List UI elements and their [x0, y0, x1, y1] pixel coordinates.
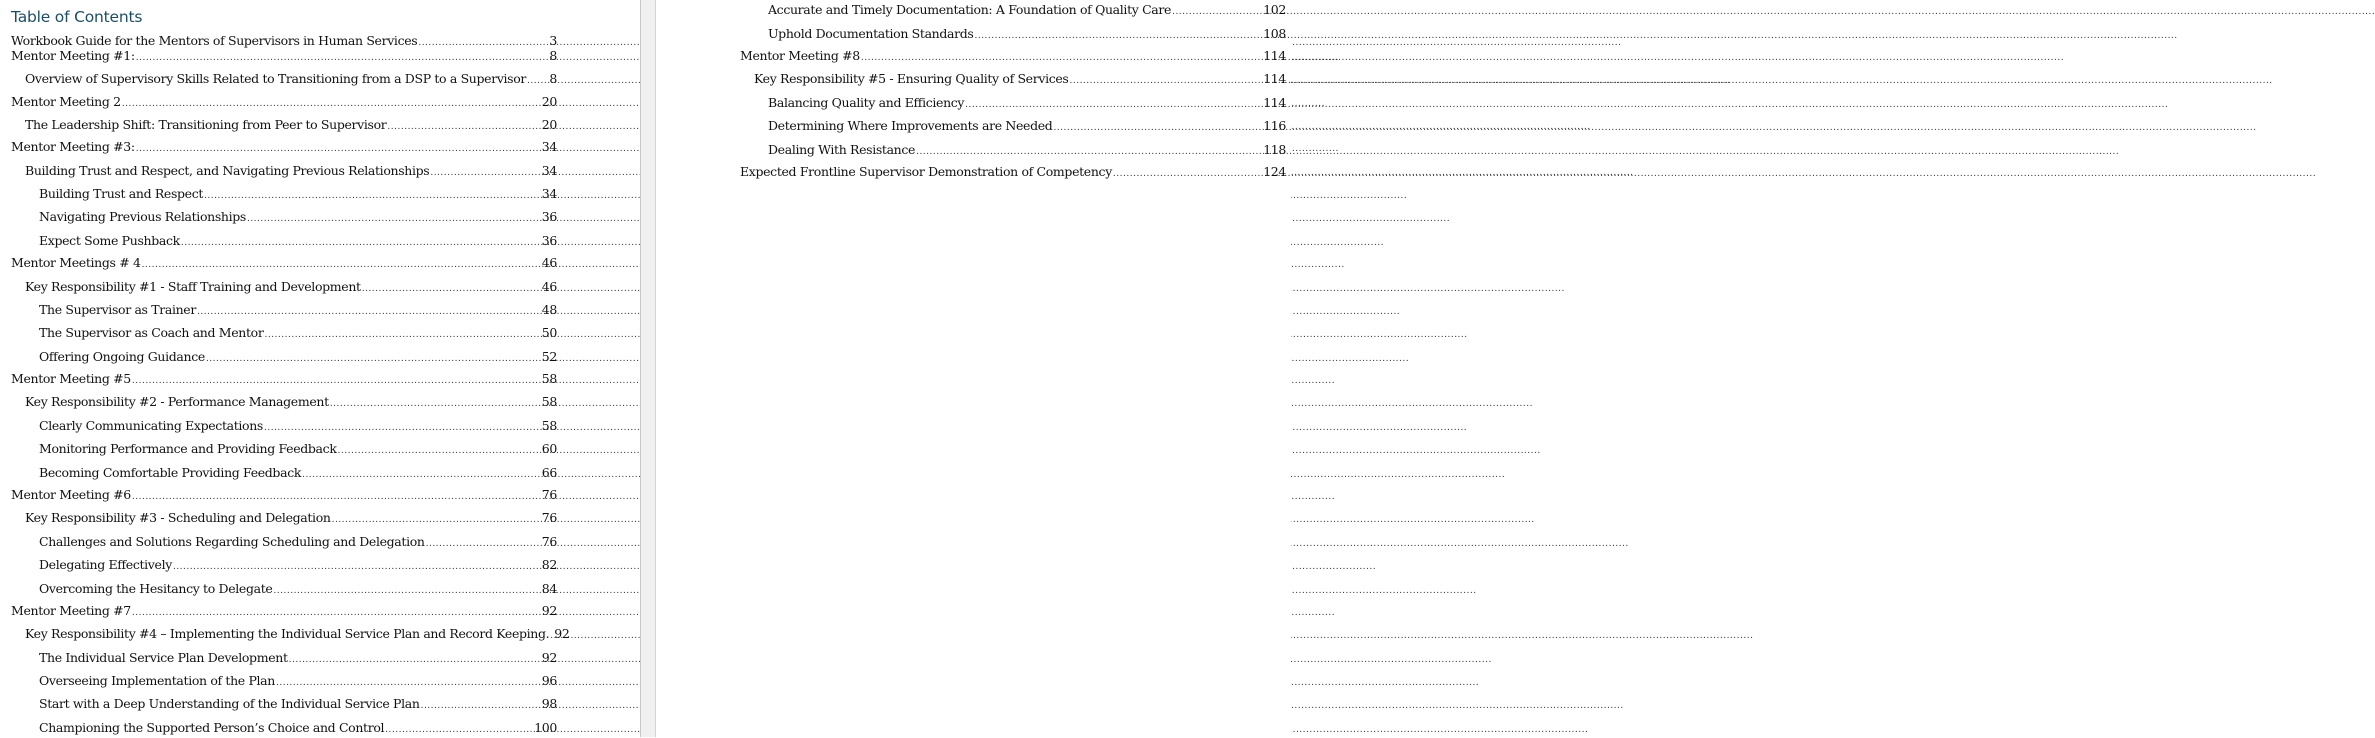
- toc-entry[interactable]: [25, 510, 557, 528]
- toc-entry-page-number: 34: [541, 186, 557, 201]
- toc-entry[interactable]: [25, 279, 557, 297]
- toc-leader-dots: [288, 652, 542, 668]
- toc-entry[interactable]: [11, 48, 557, 66]
- toc-entry-title: Determining Where Improvements are Needed: [768, 118, 1053, 133]
- toc-leader-dots: [131, 373, 542, 389]
- toc-leader-dots: [1052, 120, 1263, 136]
- toc-entry-title: Mentor Meeting #3:: [11, 139, 135, 154]
- document-page-left: [0, 0, 640, 737]
- toc-leader-dots: [196, 304, 542, 320]
- toc-entry[interactable]: [768, 142, 1286, 160]
- toc-entry-page-number: 114: [1263, 48, 1286, 63]
- toc-entry[interactable]: [11, 371, 557, 389]
- toc-leader-dots: [203, 188, 542, 204]
- toc-leader-dots: [973, 28, 1263, 44]
- toc-entry[interactable]: [11, 255, 557, 273]
- toc-entry[interactable]: [39, 650, 557, 668]
- toc-entry-page-number: 58: [541, 418, 557, 433]
- toc-entry-page-number: 108: [1263, 26, 1286, 41]
- toc-entry-title: Championing the Supported Person’s Choice and Control: [39, 720, 385, 735]
- toc-leader-dots: [263, 420, 542, 436]
- toc-entry-page-number: 98: [541, 696, 557, 711]
- toc-entry-title: Mentor Meeting #8: [740, 48, 860, 63]
- toc-leader-dots: [180, 235, 542, 251]
- toc-entry[interactable]: [25, 117, 557, 135]
- toc-entry-title: Key Responsibility #3 - Scheduling and Delegation: [25, 510, 331, 525]
- toc-entry[interactable]: [39, 325, 557, 343]
- toc-entry[interactable]: [39, 441, 557, 459]
- toc-entry[interactable]: [11, 139, 557, 157]
- toc-leader-dots: [1068, 73, 1263, 89]
- toc-entry-title: Navigating Previous Relationships: [39, 209, 246, 224]
- toc-leader-dots: [964, 97, 1263, 113]
- toc-entry-title: Mentor Meeting #5: [11, 371, 131, 386]
- toc-entry-title: Dealing With Resistance: [768, 142, 916, 157]
- toc-entry-title: The Leadership Shift: Transitioning from Peer to Supervisor: [25, 117, 387, 132]
- toc-entry[interactable]: [39, 233, 557, 251]
- toc-entry[interactable]: [25, 626, 570, 644]
- toc-entry-title: Expected Frontline Supervisor Demonstration of Competency: [740, 164, 1112, 179]
- toc-entry[interactable]: [39, 581, 557, 599]
- toc-leader-dots: [141, 257, 542, 273]
- toc-entry[interactable]: [39, 673, 557, 691]
- toc-entry-page-number: 46: [541, 279, 557, 294]
- toc-entry[interactable]: [768, 118, 1286, 136]
- toc-leader-dots: [1171, 4, 1263, 20]
- document-page-right: [656, 0, 1291, 737]
- toc-entry[interactable]: [768, 26, 1286, 44]
- toc-leader-dots: [205, 351, 542, 367]
- toc-entry-title: Building Trust and Respect, and Navigating Previous Relationships: [25, 163, 430, 178]
- toc-entry-title: Becoming Comfortable Providing Feedback: [39, 465, 302, 480]
- toc-entry-page-number: 76: [541, 487, 557, 502]
- toc-entry-page-number: 36: [541, 233, 557, 248]
- page-gutter: [640, 0, 656, 737]
- toc-entry-title: Mentor Meeting #6: [11, 487, 131, 502]
- toc-entry-page-number: 52: [541, 349, 557, 364]
- toc-entry-page-number: 100: [534, 720, 557, 735]
- toc-entry-title: Building Trust and Respect: [39, 186, 204, 201]
- toc-entry-title: Balancing Quality and Efficiency: [768, 95, 965, 110]
- toc-leader-dots: [860, 50, 1263, 66]
- toc-leader-dots: [263, 327, 541, 343]
- toc-entry-page-number: 84: [541, 581, 557, 596]
- toc-entry-title: Challenges and Solutions Regarding Scheduling and Delegation: [39, 534, 425, 549]
- toc-entry-title: Mentor Meetings # 4: [11, 255, 141, 270]
- toc-entry-title: Mentor Meeting #7: [11, 603, 131, 618]
- toc-entry-title: Accurate and Timely Documentation: A Foundation of Quality Care: [768, 2, 1172, 17]
- toc-entry[interactable]: [754, 71, 1286, 89]
- toc-leader-dots: [526, 73, 549, 89]
- toc-entry-page-number: 118: [1263, 142, 1286, 157]
- toc-entry-page-number: 20: [541, 94, 557, 109]
- toc-entry-title: Key Responsibility #5 - Ensuring Quality of Services: [754, 71, 1069, 86]
- toc-entry[interactable]: [39, 209, 557, 227]
- toc-entry-page-number: 8: [549, 71, 557, 86]
- toc-entry-title: Monitoring Performance and Providing Feedback: [39, 441, 337, 456]
- toc-entry[interactable]: [39, 465, 557, 483]
- toc-entry[interactable]: [768, 95, 1286, 113]
- toc-entry-page-number: 34: [541, 163, 557, 178]
- toc-leader-dots: [1112, 166, 1263, 182]
- toc-entry-page-number: 114: [1263, 95, 1286, 110]
- toc-entry-title: Overseeing Implementation of the Plan: [39, 673, 275, 688]
- toc-leader-dots: [384, 722, 534, 738]
- toc-entry-page-number: 96: [541, 673, 557, 688]
- toc-entry[interactable]: [39, 557, 557, 575]
- toc-entry-page-number: 50: [541, 325, 557, 340]
- toc-entry-page-number: 92: [554, 626, 570, 641]
- toc-leader-dots: [275, 675, 542, 691]
- toc-entry-page-number: 66: [541, 465, 557, 480]
- toc-leader-dots: [131, 605, 542, 621]
- toc-entry[interactable]: [11, 603, 557, 621]
- toc-leader-dots: [331, 512, 542, 528]
- toc-entry[interactable]: [39, 418, 557, 436]
- toc-leader-dots: [301, 467, 542, 483]
- toc-entry-title: Overview of Supervisory Skills Related to Transitioning from a DSP to a Supervisor: [25, 71, 527, 86]
- toc-leader-dots: [386, 119, 541, 135]
- toc-entry-page-number: 46: [541, 255, 557, 270]
- toc-entry[interactable]: [740, 164, 1286, 182]
- toc-entry-title: The Individual Service Plan Development: [39, 650, 288, 665]
- toc-entry-title: Mentor Meeting #1:: [11, 48, 135, 63]
- toc-entry-title: Overcoming the Hesitancy to Delegate: [39, 581, 273, 596]
- toc-entry-title: The Supervisor as Coach and Mentor: [39, 325, 264, 340]
- toc-entry[interactable]: [25, 394, 557, 412]
- toc-entry-page-number: 116: [1263, 118, 1286, 133]
- toc-entry-page-number: 48: [541, 302, 557, 317]
- toc-entry-title: Expect Some Pushback: [39, 233, 180, 248]
- toc-entry[interactable]: [11, 487, 557, 505]
- toc-entry-title: Key Responsibility #2 - Performance Management: [25, 394, 329, 409]
- toc-entry-page-number: 82: [541, 557, 557, 572]
- toc-leader-dots: [135, 50, 550, 66]
- toc-entry-page-number: 58: [541, 394, 557, 409]
- toc-entry-page-number: 3: [549, 33, 557, 48]
- toc-entry-title: Start with a Deep Understanding of the Individual Service Plan: [39, 696, 420, 711]
- toc-entry[interactable]: [39, 302, 557, 320]
- toc-entry-page-number: 20: [541, 117, 557, 132]
- toc-leader-dots: [135, 141, 542, 157]
- toc-entry-page-number: 8: [549, 48, 557, 63]
- toc-leader-dots: [121, 96, 542, 112]
- toc-entry-page-number: 58: [541, 371, 557, 386]
- toc-entry-page-number: 102: [1263, 2, 1286, 17]
- toc-entry-page-number: 124: [1263, 164, 1286, 179]
- toc-entry-page-number: 34: [541, 139, 557, 154]
- toc-entry-title: Delegating Effectively: [39, 557, 172, 572]
- toc-entry-page-number: 60: [541, 441, 557, 456]
- toc-entry-title: Mentor Meeting 2: [11, 94, 121, 109]
- toc-entry-title: Clearly Communicating Expectations: [39, 418, 263, 433]
- toc-entry[interactable]: [11, 94, 557, 112]
- toc-entry[interactable]: [39, 534, 557, 552]
- toc-entry-page-number: 36: [541, 209, 557, 224]
- toc-entry-page-number: 76: [541, 510, 557, 525]
- toc-leader-dots: [131, 489, 542, 505]
- toc-leader-dots: [172, 559, 542, 575]
- toc-entry-page-number: 92: [541, 650, 557, 665]
- toc-entry-page-number: 114: [1263, 71, 1286, 86]
- toc-leader-dots: [337, 443, 542, 459]
- toc-leader-dots: [272, 583, 541, 599]
- toc-leader-dots: [429, 165, 541, 181]
- toc-heading: Table of Contents: [11, 8, 143, 26]
- toc-entry[interactable]: [39, 349, 557, 367]
- toc-leader-dots: [915, 144, 1263, 160]
- toc-entry-title: Key Responsibility #4 – Implementing the Individual Service Plan and Record Keeping.: [25, 626, 550, 641]
- toc-entry[interactable]: [25, 71, 557, 89]
- toc-entry-page-number: 76: [541, 534, 557, 549]
- toc-entry[interactable]: [740, 48, 1286, 66]
- toc-leader-dots: [329, 396, 542, 412]
- toc-leader-dots: [246, 211, 542, 227]
- toc-entry[interactable]: [39, 696, 557, 714]
- toc-entry-page-number: 92: [541, 603, 557, 618]
- toc-entry-title: Uphold Documentation Standards: [768, 26, 974, 41]
- toc-entry[interactable]: [768, 2, 1286, 20]
- toc-entry-title: Offering Ongoing Guidance: [39, 349, 205, 364]
- toc-entry-title: Workbook Guide for the Mentors of Supervisors in Human Services: [11, 33, 418, 48]
- toc-entry[interactable]: [39, 720, 557, 738]
- toc-leader-dots: [425, 536, 542, 552]
- toc-entry[interactable]: [25, 163, 557, 181]
- toc-leader-dots: [361, 281, 542, 297]
- toc-entry[interactable]: [39, 186, 557, 204]
- toc-entry-title: Key Responsibility #1 - Staff Training and Development: [25, 279, 361, 294]
- toc-entry-title: The Supervisor as Trainer: [39, 302, 196, 317]
- toc-leader-dots: [420, 698, 542, 714]
